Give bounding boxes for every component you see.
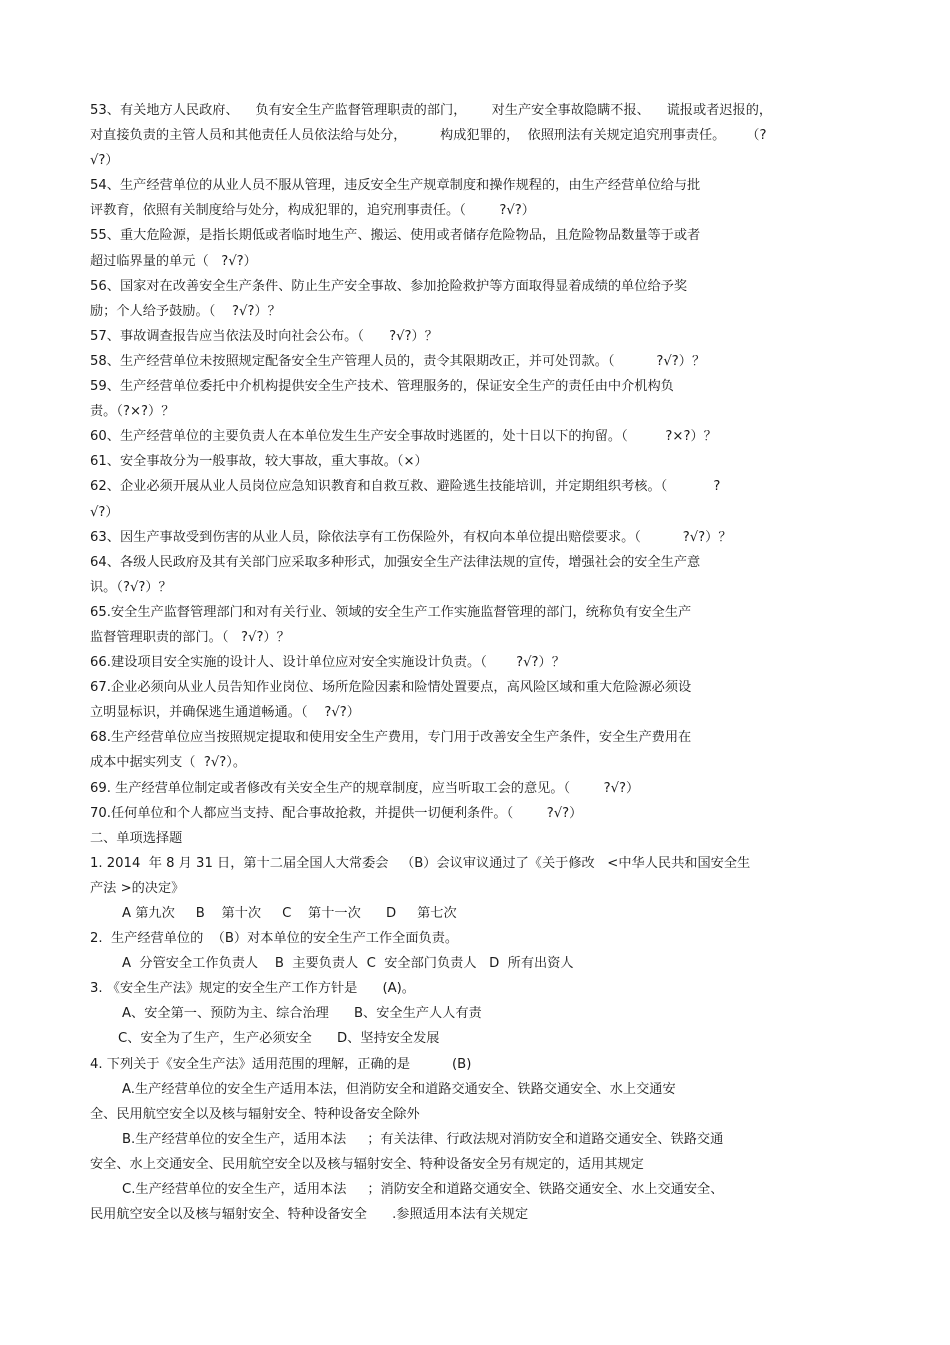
text-line: C、安全为了生产，生产必须安全 D、坚持安全发展 — [118, 1031, 440, 1047]
text-line: 56、国家对在改善安全生产条件、防止生产安全事故、参加抢险救护等方面取得显着成绩的单位给予奖 — [90, 278, 688, 294]
text-line: 安全、水上交通安全、民用航空安全以及核与辐射安全、特种设备安全另有规定的，适用其规定 — [90, 1156, 644, 1172]
text-line: A.生产经营单位的安全生产适用本法，但消防安全和道路交通安全、铁路交通安全、水上交通安 — [122, 1081, 676, 1097]
text-line: 责。（?×?）？ — [90, 404, 175, 420]
text-line: 69. 生产经营单位制定或者修改有关安全生产的规章制度，应当听取工会的意见。（ ?√?） — [90, 780, 640, 796]
text-line: 励；个人给予鼓励。（ ?√?）？ — [90, 303, 281, 319]
text-line: 立明显标识，并确保逃生通道畅通。（ ?√?） — [90, 705, 360, 721]
text-line: 全、民用航空安全以及核与辐射安全、特种设备安全除外 — [90, 1106, 420, 1122]
text-line: 超过临界量的单元（ ?√?） — [90, 253, 257, 269]
text-line: 评教育，依照有关制度给与处分，构成犯罪的，追究刑事责任。（ ?√?） — [90, 203, 535, 219]
text-line: 65.安全生产监督管理部门和对有关行业、领域的安全生产工作实施监督管理的部门，统称负有安全生产 — [90, 604, 692, 620]
text-line: 67.企业必须向从业人员告知作业岗位、场所危险因素和险情处置要点，高风险区域和重大危险源必须设 — [90, 680, 692, 696]
text-line: 对直接负责的主管人员和其他责任人员依法给与处分， 构成犯罪的， 依照刑法有关规定追究刑事责任。 （? — [90, 128, 767, 144]
text-line: 2. 生产经营单位的 （B）对本单位的安全生产工作全面负责。 — [90, 931, 459, 947]
text-line: 63、因生产事故受到伤害的从业人员，除依法享有工伤保险外，有权向本单位提出赔偿要求。（ ?√?）？ — [90, 529, 732, 545]
text-line: 57、事故调查报告应当依法及时向社会公布。（ ?√?）？ — [90, 328, 438, 344]
text-line: 3. 《安全生产法》规定的安全生产工作方针是 (A)。 — [90, 981, 415, 997]
text-line: 识。（?√?）？ — [90, 579, 172, 595]
text-line: 59、生产经营单位委托中介机构提供安全生产技术、管理服务的，保证安全生产的责任由中介机构负 — [90, 379, 674, 395]
text-line: C.生产经营单位的安全生产，适用本法 ；消防安全和道路交通安全、铁路交通安全、水上交通安全、 — [122, 1182, 724, 1198]
text-line: 70.任何单位和个人都应当支持、配合事故抢救，并提供一切便利条件。（ ?√?） — [90, 805, 583, 821]
text-line: √?） — [90, 153, 119, 169]
text-line: 55、重大危险源，是指长期低或者临时地生产、搬运、使用或者储存危险物品，且危险物品数量等于或者 — [90, 228, 701, 244]
text-line: A 分管安全工作负责人 B 主要负责人 C 安全部门负责人 D 所有出资人 — [122, 956, 574, 972]
text-line: B.生产经营单位的安全生产，适用本法 ；有关法律、行政法规对消防安全和道路交通安全、铁路交通 — [122, 1131, 724, 1147]
text-line: 60、生产经营单位的主要负责人在本单位发生生产安全事故时逃匿的，处十日以下的拘留。（ ?×?）？ — [90, 429, 717, 445]
text-line: 4. 下列关于《安全生产法》适用范围的理解，正确的是 (B) — [90, 1056, 472, 1072]
text-line: 产法 >的决定》 — [90, 880, 185, 896]
text-line: 民用航空安全以及核与辐射安全、特种设备安全 .参照适用本法有关规定 — [90, 1207, 529, 1223]
text-line: 62、企业必须开展从业人员岗位应急知识教育和自救互救、避险逃生技能培训，并定期组织考核。（ ? — [90, 479, 721, 495]
text-line: 66.建设项目安全实施的设计人、设计单位应对安全实施设计负责。（ ?√?）？ — [90, 655, 565, 671]
text-line: 68.生产经营单位应当按照规定提取和使用安全生产费用，专门用于改善安全生产条件，安全生产费用在 — [90, 730, 692, 746]
text-line: 64、各级人民政府及其有关部门应采取多种形式，加强安全生产法律法规的宣传，增强社会的安全生产意 — [90, 554, 701, 570]
text-line: √?） — [90, 504, 119, 520]
text-line: 1. 2014 年 8 月 31 日，第十二届全国人大常委会 （B）会议审议通过了《关于修改 <中华人民共和国安全生 — [90, 855, 751, 871]
text-line: 监督管理职责的部门。（ ?√?）？ — [90, 629, 290, 645]
text-line: 53、有关地方人民政府、 负有安全生产监督管理职责的部门， 对生产安全事故隐瞒不报、 谎报或者迟报的， — [90, 103, 773, 118]
document-body — [90, 98, 870, 1227]
text-line: 61、安全事故分为一般事故，较大事故，重大事故。（×） — [90, 454, 428, 470]
text-line: 54、生产经营单位的从业人员不服从管理，违反安全生产规章制度和操作规程的，由生产经营单位给与批 — [90, 178, 701, 194]
text-line: 二、单项选择题 — [90, 830, 183, 846]
text-line: 58、生产经营单位未按照规定配备安全生产管理人员的，责令其限期改正，并可处罚款。（ ?√?）？ — [90, 353, 706, 369]
text-line: A 第九次 B 第十次 C 第十一次 D 第七次 — [122, 906, 457, 921]
text-line: A、安全第一、预防为主、综合治理 B、安全生产人人有责 — [122, 1006, 482, 1022]
text-line: 成本中据实列支（ ?√?）。 — [90, 755, 247, 771]
